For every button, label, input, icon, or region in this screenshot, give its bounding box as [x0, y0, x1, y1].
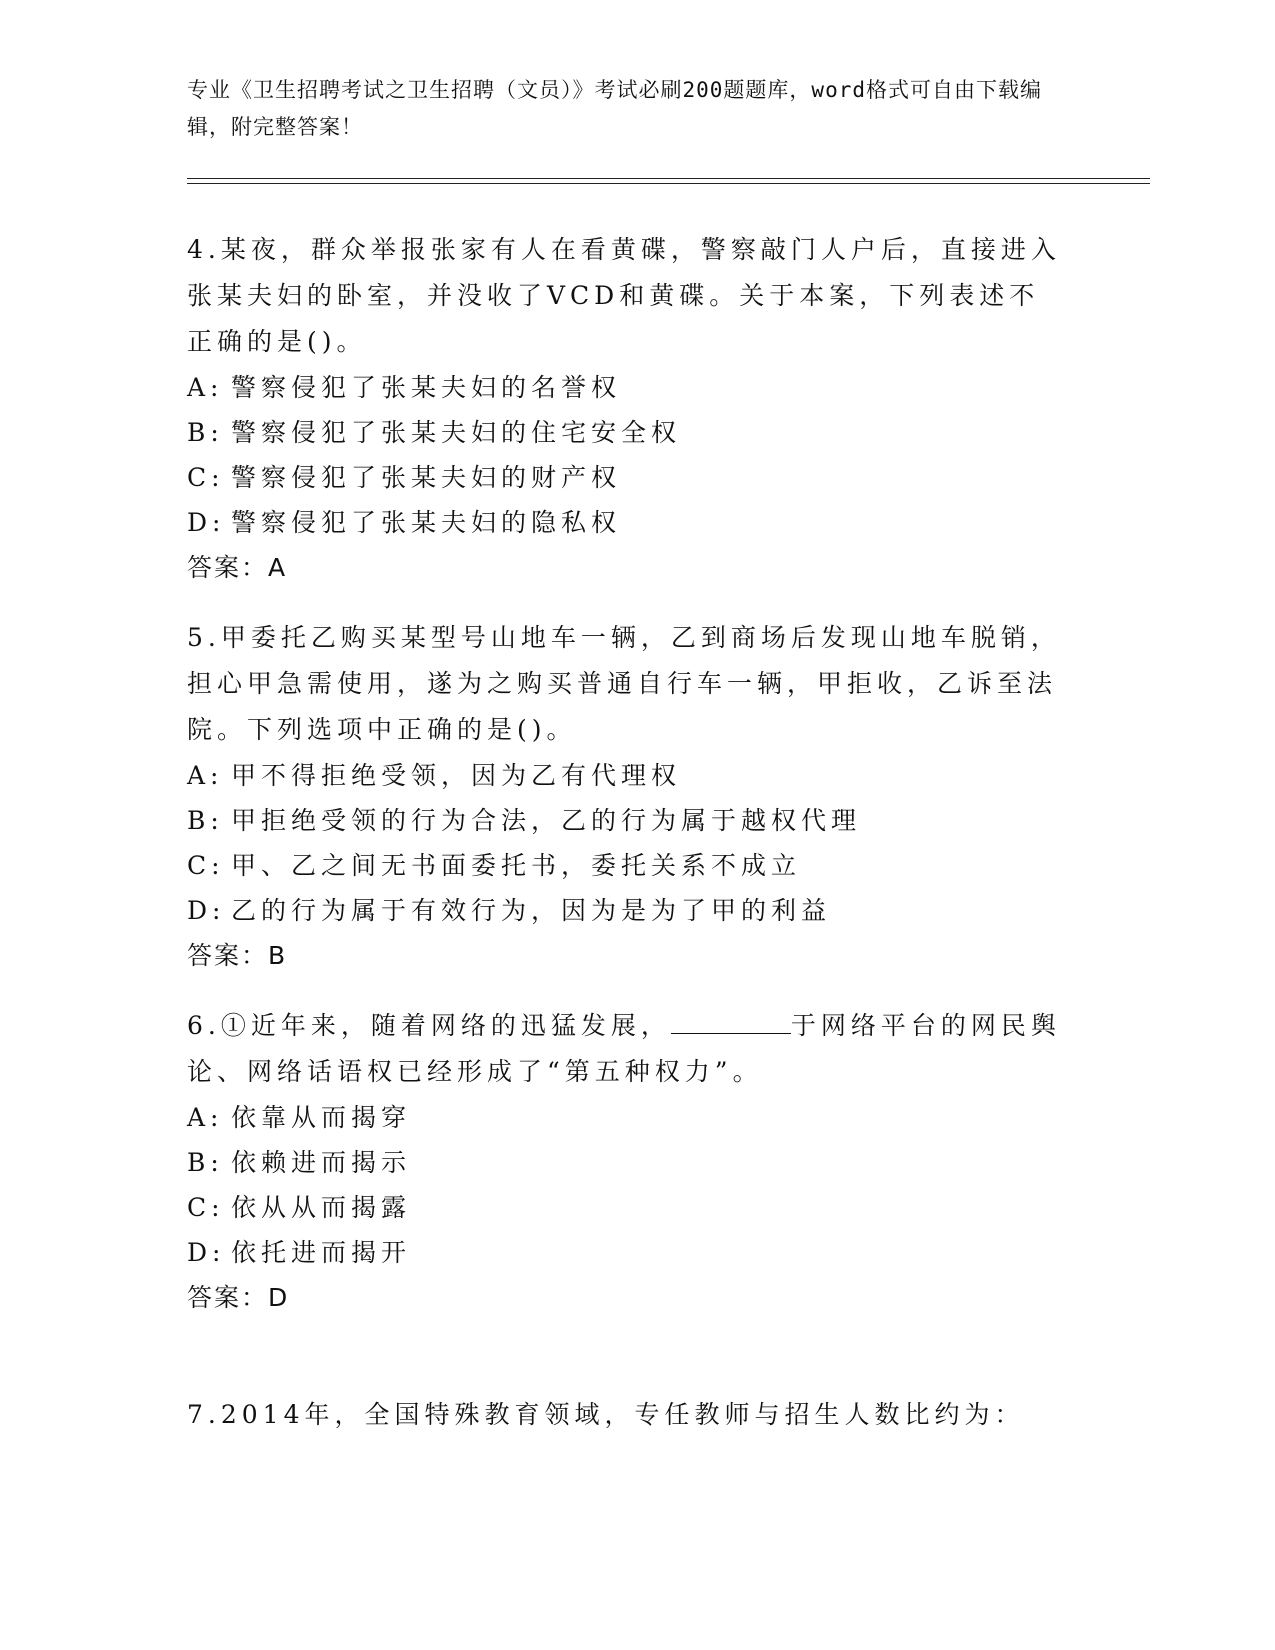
question-stem-start: 6.①近年来，随着网络的迅猛发展， [187, 1011, 671, 1040]
option-text: 依赖进而揭示 [231, 1148, 412, 1177]
option-a [187, 753, 1067, 798]
option-letter: C: [187, 463, 225, 492]
option-text: 依从从而揭露 [231, 1193, 412, 1222]
option-text: 警察侵犯了张某夫妇的隐私权 [231, 508, 622, 537]
answer: 答案：A [187, 553, 288, 582]
answer: 答案：D [187, 1283, 290, 1312]
question-7 [187, 1392, 1067, 1438]
option-d [187, 888, 1067, 933]
option-letter: B: [187, 418, 224, 447]
option-c [187, 455, 1067, 500]
option-c [187, 1185, 1067, 1230]
option-letter: C: [187, 851, 225, 880]
option-text: 甲、乙之间无书面委托书，委托关系不成立 [231, 851, 802, 880]
option-a [187, 1095, 1067, 1140]
option-b [187, 798, 1067, 843]
question-stem [187, 1003, 1067, 1095]
fill-blank [671, 1009, 791, 1034]
question-4 [187, 227, 1067, 591]
option-letter: D: [187, 1238, 226, 1267]
option-text: 乙的行为属于有效行为，因为是为了甲的利益 [231, 896, 832, 925]
option-a [187, 365, 1067, 410]
header-rule-bottom [187, 183, 1150, 184]
option-letter: D: [187, 508, 226, 537]
option-text: 警察侵犯了张某夫妇的财产权 [231, 463, 622, 492]
answer: 答案：B [187, 941, 288, 970]
option-text: 依托进而揭开 [231, 1238, 412, 1267]
option-text: 警察侵犯了张某夫妇的住宅安全权 [231, 418, 682, 447]
question-5 [187, 615, 1067, 979]
header-rule-top [187, 178, 1150, 179]
option-letter: A: [187, 761, 224, 790]
option-letter: D: [187, 896, 226, 925]
option-text: 甲不得拒绝受领，因为乙有代理权 [231, 761, 682, 790]
option-text: 警察侵犯了张某夫妇的名誉权 [231, 373, 622, 402]
option-d [187, 1230, 1067, 1275]
option-d [187, 500, 1067, 545]
option-c [187, 843, 1067, 888]
document-header: 专业《卫生招聘考试之卫生招聘（文员）》考试必刷200题题库，word格式可自由下载编辑，附完整答案！ [187, 78, 1042, 139]
question-stem-end: 于网络平台的网民舆论、网络话语权已经形成了“第五种权力”。 [187, 1011, 1061, 1086]
option-b [187, 410, 1067, 455]
option-letter: B: [187, 806, 224, 835]
question-stem: 7.2014年，全国特殊教育领域，专任教师与招生人数比约为： [187, 1400, 1025, 1429]
option-b [187, 1140, 1067, 1185]
option-letter: B: [187, 1148, 224, 1177]
option-letter: C: [187, 1193, 225, 1222]
question-stem: 4.某夜，群众举报张家有人在看黄碟，警察敲门人户后，直接进入张某夫妇的卧室，并没收了VCD和黄碟。关于本案，下列表述不正确的是()。 [187, 235, 1061, 356]
question-stem: 5.甲委托乙购买某型号山地车一辆，乙到商场后发现山地车脱销，担心甲急需使用，遂为之购买普通自行车一辆，甲拒收，乙诉至法院。下列选项中正确的是()。 [187, 623, 1061, 744]
option-letter: A: [187, 1103, 224, 1132]
question-6 [187, 1003, 1067, 1321]
option-letter: A: [187, 373, 224, 402]
option-text: 甲拒绝受领的行为合法，乙的行为属于越权代理 [231, 806, 862, 835]
option-text: 依靠从而揭穿 [231, 1103, 412, 1132]
